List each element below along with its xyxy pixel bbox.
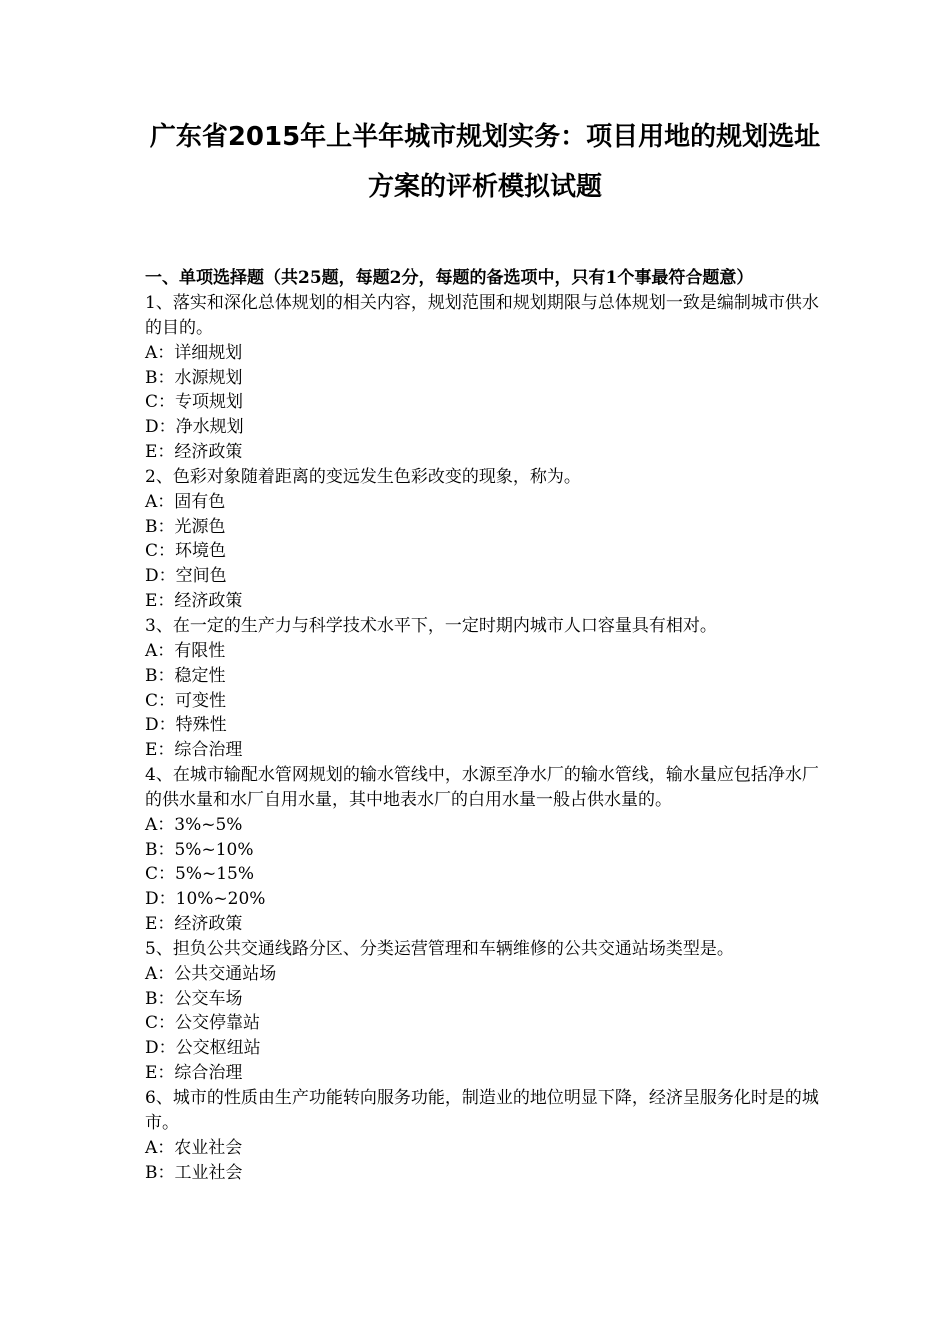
question-text: 1、落实和深化总体规划的相关内容，规划范围和规划期限与总体规划一致是编制城市供水的目的。 xyxy=(145,293,819,338)
title-line-2: 方案的评析模拟试题 xyxy=(367,172,602,202)
option-a: A：详细规划 xyxy=(145,342,243,363)
document-title xyxy=(145,112,825,212)
option-e: E：综合治理 xyxy=(145,740,243,761)
option-d: D：公交枢纽站 xyxy=(145,1038,261,1059)
option-a: A：公共交通站场 xyxy=(145,963,277,984)
title-line-1: 广东省2015年上半年城市规划实务：项目用地的规划选址 xyxy=(149,122,821,152)
option-a: A：3%~5% xyxy=(145,814,243,835)
option-a: A：固有色 xyxy=(145,491,226,512)
option-b: B：5%~10% xyxy=(145,839,254,860)
question-text: 6、城市的性质由生产功能转向服务功能，制造业的地位明显下降，经济呈服务化时是的城市。 xyxy=(145,1088,819,1133)
option-b: B：水源规划 xyxy=(145,367,243,388)
option-d: D：空间色 xyxy=(145,566,227,587)
question-2 xyxy=(145,465,825,614)
section-heading: 一、单项选择题（共25题，每题2分，每题的备选项中，只有1个事最符合题意） xyxy=(145,268,754,288)
question-6 xyxy=(145,1086,825,1185)
option-d: D：10%~20% xyxy=(145,889,266,910)
option-a: A：有限性 xyxy=(145,640,226,661)
question-list xyxy=(145,291,825,1185)
option-c: C：环境色 xyxy=(145,541,227,562)
option-e: E：经济政策 xyxy=(145,914,243,935)
option-c: C：公交停靠站 xyxy=(145,1013,261,1034)
option-b: B：公交车场 xyxy=(145,988,243,1009)
option-d: D：特殊性 xyxy=(145,715,227,736)
question-text: 2、色彩对象随着距离的变远发生色彩改变的现象，称为。 xyxy=(145,466,581,487)
option-b: B：工业社会 xyxy=(145,1162,243,1183)
option-c: C：5%~15% xyxy=(145,864,255,885)
question-3 xyxy=(145,614,825,763)
option-a: A：农业社会 xyxy=(145,1137,243,1158)
question-1 xyxy=(145,291,825,465)
option-e: E：经济政策 xyxy=(145,591,243,612)
option-c: C：专项规划 xyxy=(145,392,244,413)
option-e: E：经济政策 xyxy=(145,442,243,463)
document-page xyxy=(145,112,825,1185)
question-5 xyxy=(145,937,825,1086)
option-c: C：可变性 xyxy=(145,690,227,711)
option-b: B：稳定性 xyxy=(145,665,226,686)
option-e: E：综合治理 xyxy=(145,1063,243,1084)
question-4 xyxy=(145,763,825,937)
question-text: 3、在一定的生产力与科学技术水平下，一定时期内城市人口容量具有相对。 xyxy=(145,615,717,636)
question-text: 4、在城市输配水管网规划的输水管线中，水源至净水厂的输水管线，输水量应包括净水厂的供水量和水厂自用水量，其中地表水厂的白用水量一般占供水量的。 xyxy=(145,765,819,810)
option-b: B：光源色 xyxy=(145,516,226,537)
option-d: D：净水规划 xyxy=(145,417,244,438)
question-text: 5、担负公共交通线路分区、分类运营管理和车辆维修的公共交通站场类型是。 xyxy=(145,938,734,959)
